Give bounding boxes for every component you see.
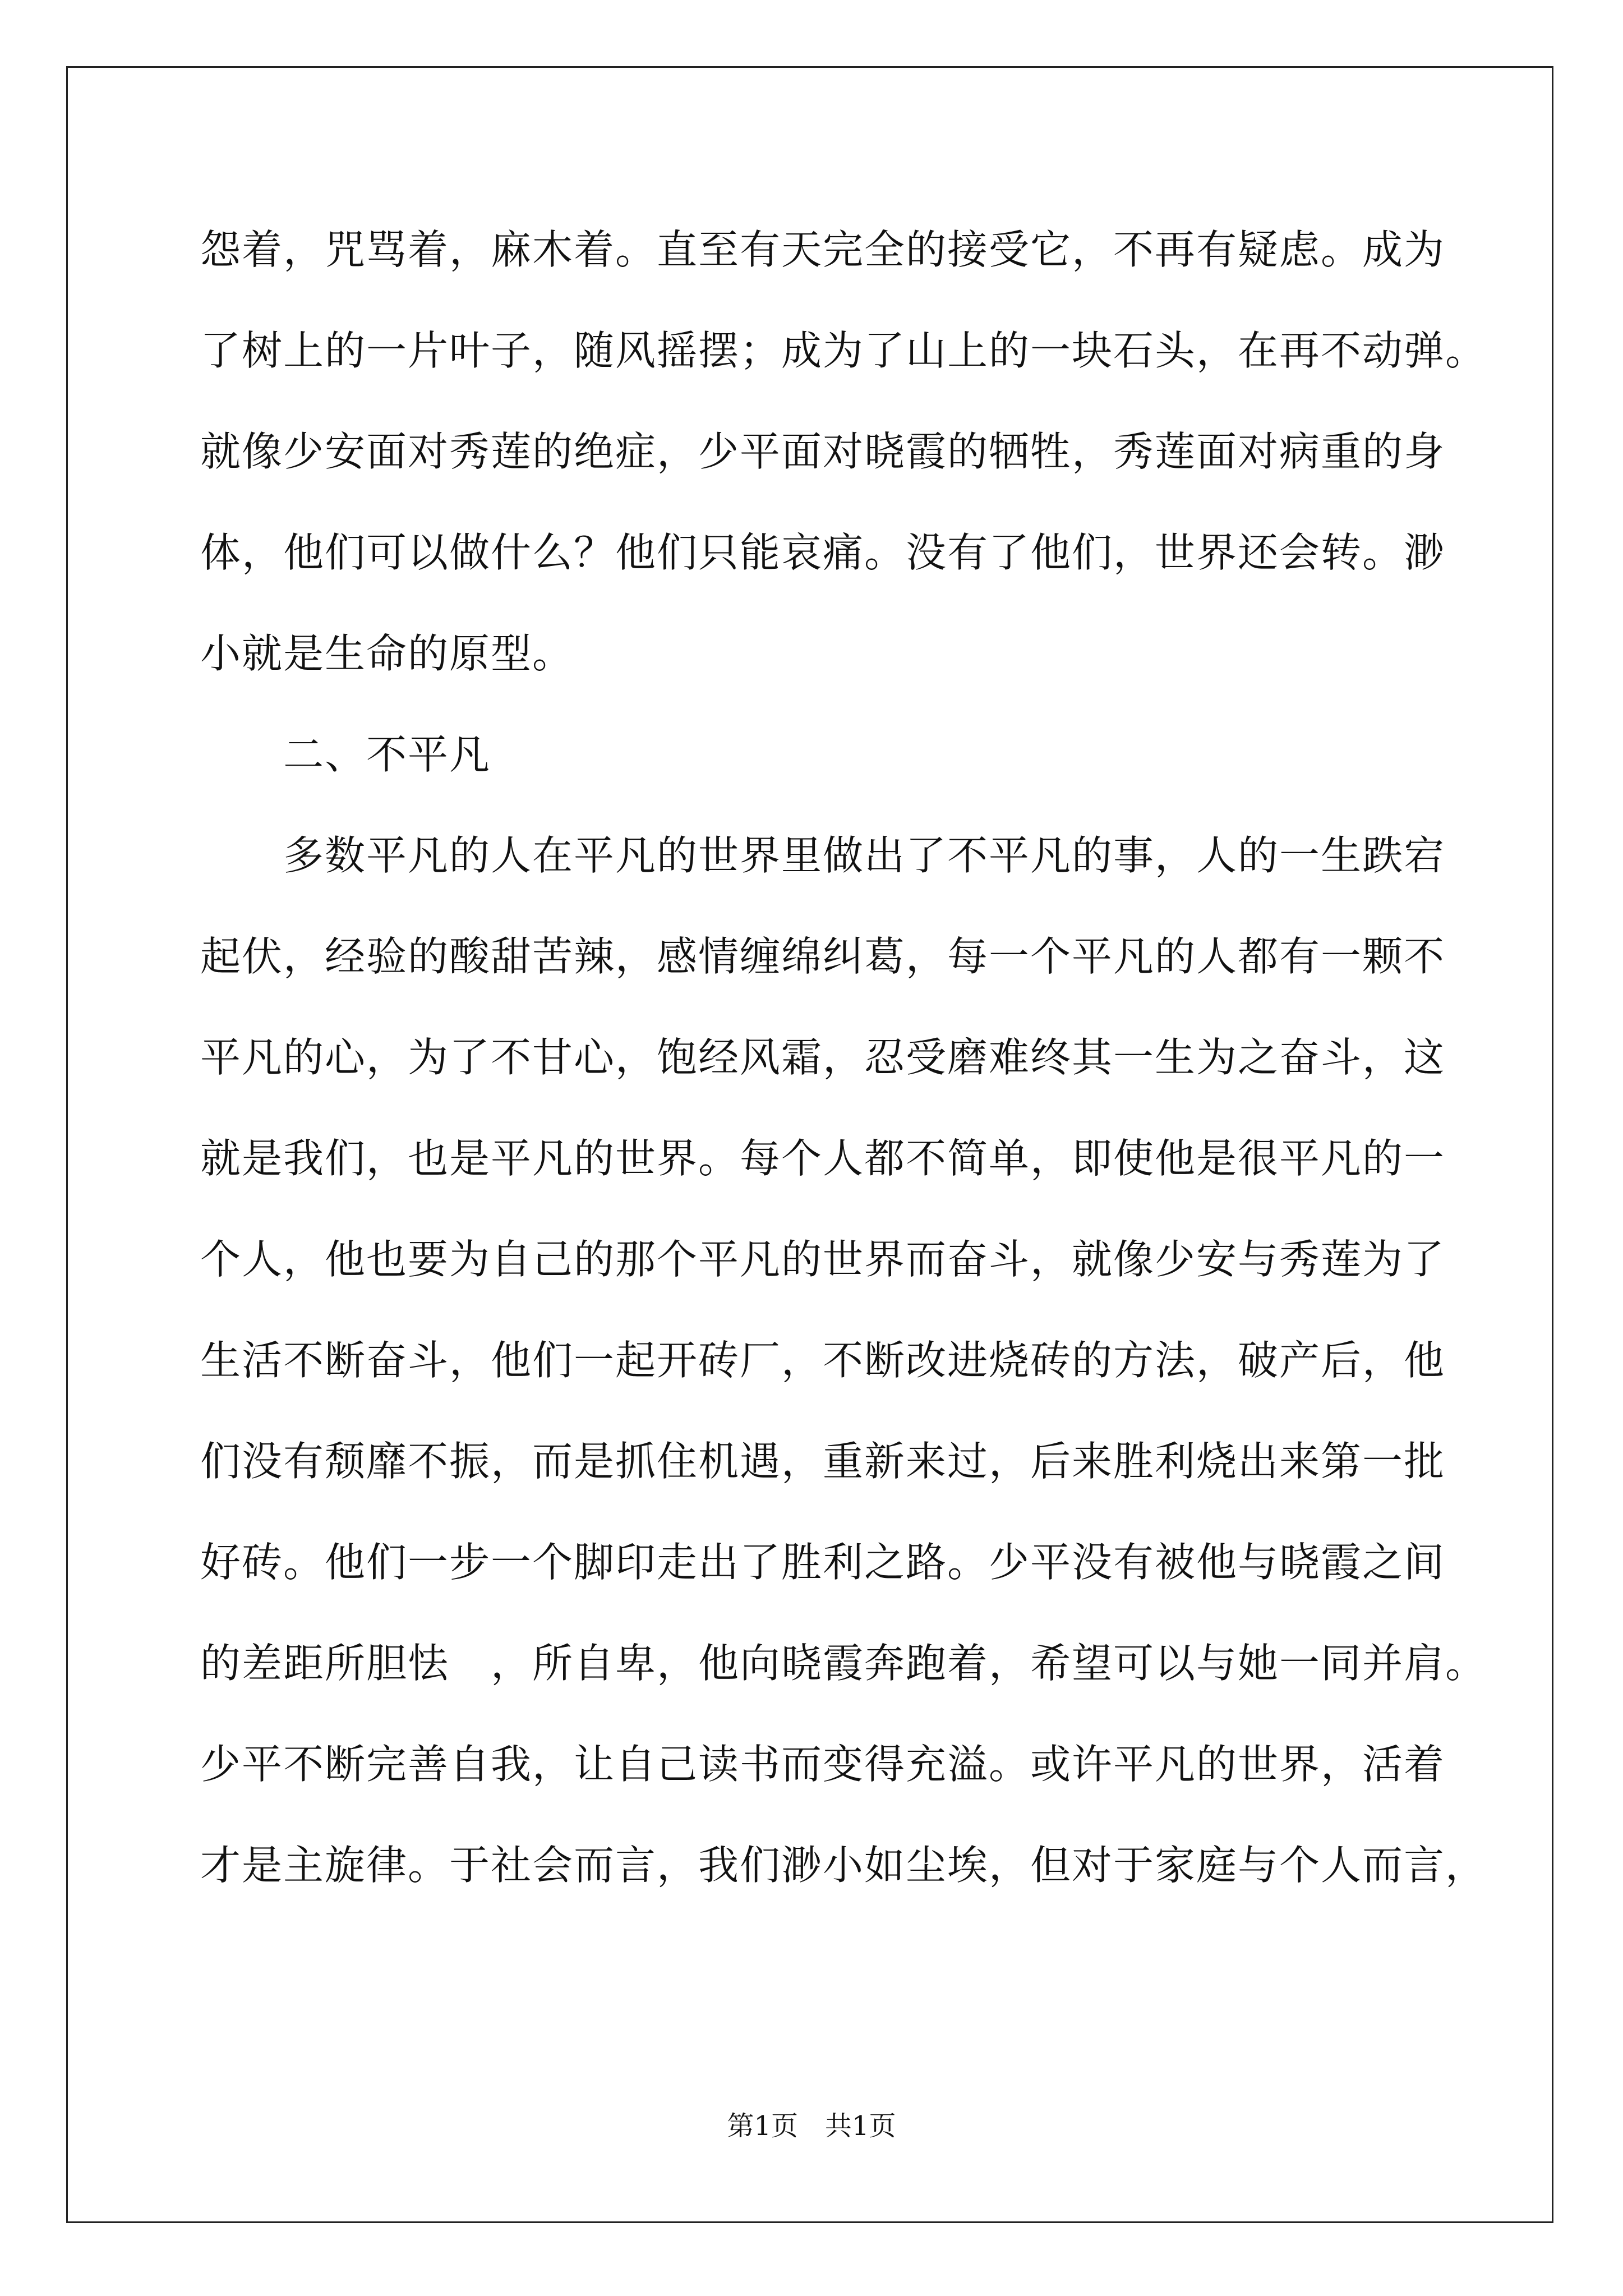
text-line: 就是我们，也是平凡的世界。每个人都不简单，即使他是很平凡的一 <box>200 1135 1446 1182</box>
text-line: 就像少安面对秀莲的绝症，少平面对晓霞的牺牲，秀莲面对病重的身 <box>200 428 1446 475</box>
text-line: 的差距所胆怯 ，所自卑，他向晓霞奔跑着，希望可以与她一同并肩。 <box>200 1640 1487 1687</box>
text-line: 起伏，经验的酸甜苦辣，感情缠绵纠葛，每一个平凡的人都有一颗不 <box>200 933 1446 980</box>
page-footer: 第1页 共1页 <box>727 2110 896 2142</box>
text-line: 小就是生命的原型。 <box>200 630 574 677</box>
text-line: 们没有颓靡不振，而是抓住机遇，重新来过，后来胜利烧出来第一批 <box>200 1438 1446 1485</box>
text-line: 多数平凡的人在平凡的世界里做出了不平凡的事，人的一生跌宕 <box>200 832 1446 879</box>
text-line: 个人，他也要为自己的那个平凡的世界而奋斗，就像少安与秀莲为了 <box>200 1236 1446 1283</box>
text-line: 体，他们可以做什么？他们只能哀痛。没有了他们，世界还会转。渺 <box>200 529 1446 576</box>
text-line: 平凡的心，为了不甘心，饱经风霜，忍受磨难终其一生为之奋斗，这 <box>200 1034 1446 1081</box>
text-line: 好砖。他们一步一个脚印走出了胜利之路。少平没有被他与晓霞之间 <box>200 1539 1446 1586</box>
text-line: 怨着，咒骂着，麻木着。直至有天完全的接受它，不再有疑虑。成为 <box>200 226 1446 273</box>
text-line: 了树上的一片叶子，随风摇摆；成为了山上的一块石头，在再不动弹。 <box>200 327 1487 374</box>
text-line: 生活不断奋斗，他们一起开砖厂，不断改进烧砖的方法，破产后，他 <box>200 1337 1446 1384</box>
text-line: 才是主旋律。于社会而言，我们渺小如尘埃，但对于家庭与个人而言， <box>200 1842 1487 1889</box>
text-line: 少平不断完善自我，让自己读书而变得充溢。或许平凡的世界，活着 <box>200 1741 1446 1788</box>
section-heading: 二、不平凡 <box>200 731 491 778</box>
